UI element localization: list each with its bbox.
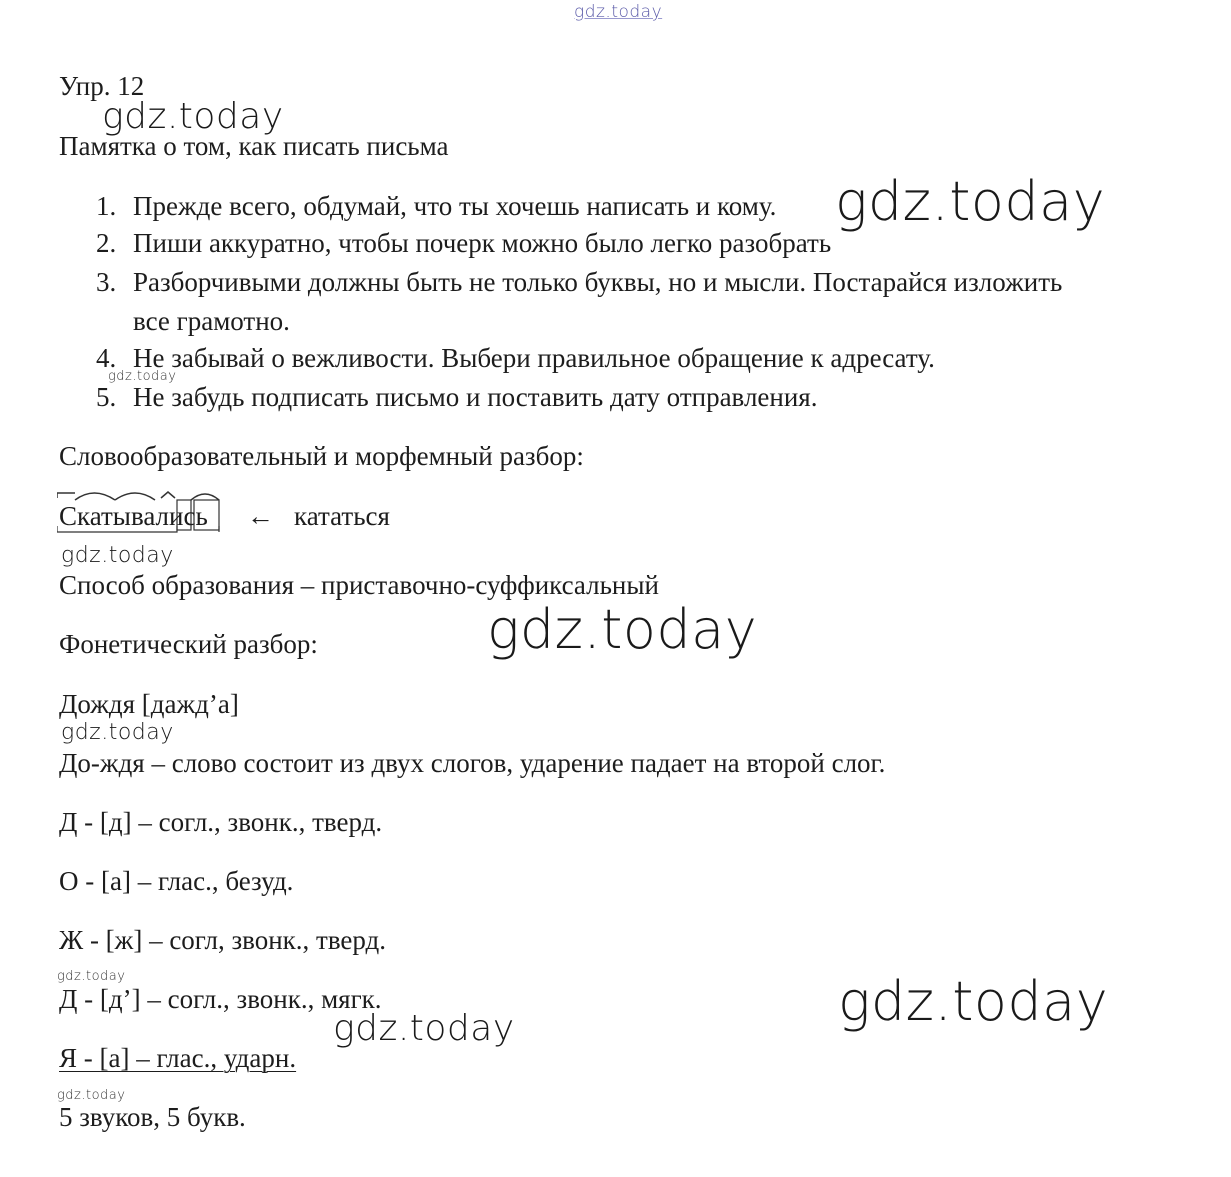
watermark: gdz.today: [61, 543, 174, 568]
sound-line: Д - [д] – согл., звонк., тверд.: [59, 807, 383, 837]
syllables-description: До-ждя – слово состоит из двух слогов, ударение падает на второй слог.: [59, 748, 886, 778]
phonetic-word: Дождя [дажд’а]: [59, 689, 239, 719]
watermark: gdz.today: [57, 1088, 126, 1103]
memo-item-number: 4.: [96, 343, 117, 373]
sound-line: Ж - [ж] – согл, звонк., тверд.: [59, 925, 387, 955]
morph-source-word: кататься: [294, 501, 390, 531]
memo-item-number: 2.: [96, 228, 117, 258]
word-analysis-heading: Словообразовательный и морфемный разбор:: [59, 441, 584, 471]
memo-item-text: Не забудь подписать письмо и поставить дату отправления.: [133, 382, 818, 412]
memo-item-text: Разборчивыми должны быть не только буквы, но и мысли. Постарайся изложить: [133, 267, 1063, 297]
sound-line: Д - [д’] – согл., звонк., мягк.: [59, 984, 382, 1014]
exercise-title: Упр. 12: [59, 71, 145, 101]
watermark: gdz.today: [57, 969, 126, 984]
watermark: gdz.today: [108, 369, 177, 384]
watermark: gdz.today: [333, 1008, 515, 1049]
watermark: gdz.today: [61, 720, 174, 745]
memo-item-text: Прежде всего, обдумай, что ты хочешь написать и кому.: [133, 191, 777, 221]
memo-title: Памятка о том, как писать письма: [59, 131, 449, 161]
watermark: gdz.today: [838, 970, 1109, 1033]
formation-method: Способ образования – приставочно-суффиксальный: [59, 570, 659, 600]
stressed-sound-line: Я - [а] – глас., ударн.: [59, 1043, 297, 1073]
summary: 5 звуков, 5 букв.: [59, 1102, 246, 1132]
memo-item-number: 3.: [96, 267, 117, 297]
memo-item-text: Пиши аккуратно, чтобы почерк можно было легко разобрать: [133, 228, 832, 258]
arrow-icon: ←: [247, 501, 274, 531]
morph-word: Скатывались: [59, 501, 208, 531]
phonetic-heading: Фонетический разбор:: [59, 629, 318, 659]
sound-line: О - [а] – глас., безуд.: [59, 866, 294, 896]
watermark-top: gdz.today: [574, 2, 663, 22]
memo-item-number: 1.: [96, 191, 117, 221]
watermark: gdz.today: [487, 598, 758, 661]
watermark: gdz.today: [102, 96, 284, 137]
memo-item-text-continued: все грамотно.: [133, 306, 290, 336]
watermark: gdz.today: [835, 170, 1106, 233]
memo-item-text: Не забывай о вежливости. Выбери правильное обращение к адресату.: [133, 343, 935, 373]
memo-item-number: 5.: [96, 382, 117, 412]
